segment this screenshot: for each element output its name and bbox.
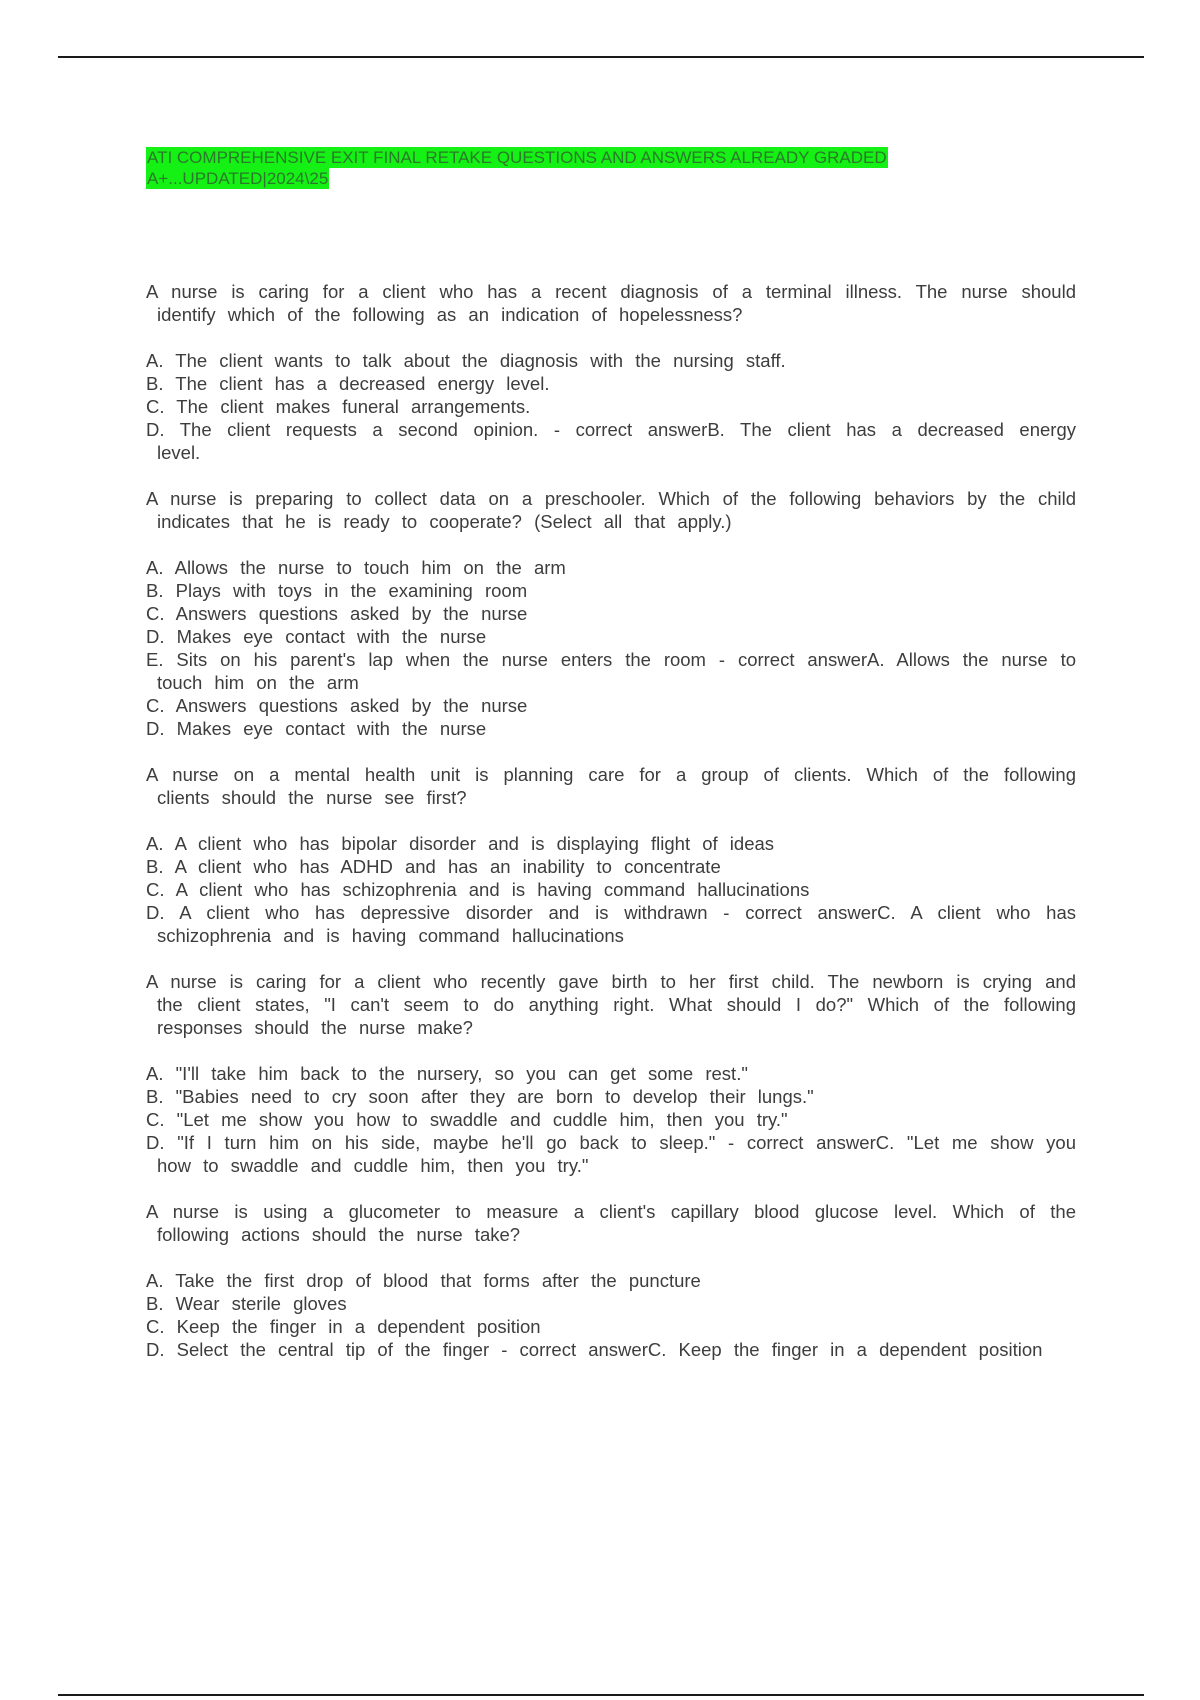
option-with-answer: E. Sits on his parent's lap when the nurse enters the room - correct answerA. Allows the nurse to touch him on the arm	[146, 649, 1076, 693]
question-list	[146, 280, 1076, 1384]
option-text: A. The client wants to talk about the diagnosis with the nursing staff.	[146, 350, 786, 371]
option-text: C. The client makes funeral arrangements.	[146, 396, 531, 417]
option-text: B. A client who has ADHD and has an inability to concentrate	[146, 856, 721, 877]
option-with-answer: D. Select the central tip of the finger - correct answerC. Keep the finger in a dependent position	[146, 1339, 1043, 1360]
option-with-answer: D. The client requests a second opinion. - correct answerB. The client has a decreased energy level.	[146, 419, 1076, 463]
option-with-answer: D. "If I turn him on his side, maybe he'll go back to sleep." - correct answerC. "Let me show you how to swaddle and cuddle him, then you try."	[146, 1132, 1076, 1176]
document-title	[146, 147, 1046, 189]
title-line-1: ATI COMPREHENSIVE EXIT FINAL RETAKE QUESTIONS AND ANSWERS ALREADY GRADED	[147, 148, 887, 167]
answer-continuation: C. Answers questions asked by the nurse	[146, 695, 528, 716]
option-with-answer: D. A client who has depressive disorder and is withdrawn - correct answerC. A client who has schizophrenia and is having command hallucinations	[146, 902, 1076, 946]
question-block-2	[146, 487, 1076, 740]
title-line-2: A+...UPDATED|2024\25	[147, 169, 329, 188]
question-block-3	[146, 763, 1076, 947]
option-text: D. Makes eye contact with the nurse	[146, 626, 487, 647]
option-text: C. "Let me show you how to swaddle and cuddle him, then you try."	[146, 1109, 788, 1130]
question-text: A nurse is caring for a client who has a recent diagnosis of a terminal illness. The nurse should identify which of the following as an indication of hopelessness?	[146, 281, 1076, 325]
option-text: C. Answers questions asked by the nurse	[146, 603, 528, 624]
option-text: B. "Babies need to cry soon after they are born to develop their lungs."	[146, 1086, 814, 1107]
question-block-5	[146, 1200, 1076, 1361]
answer-continuation: D. Makes eye contact with the nurse	[146, 718, 487, 739]
option-text: A. Allows the nurse to touch him on the arm	[146, 557, 566, 578]
option-text: C. A client who has schizophrenia and is having command hallucinations	[146, 879, 810, 900]
option-text: B. Plays with toys in the examining room	[146, 580, 528, 601]
option-text: B. Wear sterile gloves	[146, 1293, 347, 1314]
question-block-4	[146, 970, 1076, 1177]
question-text: A nurse on a mental health unit is planning care for a group of clients. Which of the following clients should the nurse see first?	[146, 764, 1076, 808]
question-block-1	[146, 280, 1076, 464]
option-text: A. A client who has bipolar disorder and is displaying flight of ideas	[146, 833, 775, 854]
option-text: C. Keep the finger in a dependent position	[146, 1316, 541, 1337]
option-text: A. Take the first drop of blood that forms after the puncture	[146, 1270, 701, 1291]
page-bottom-rule	[58, 1694, 1144, 1696]
question-text: A nurse is preparing to collect data on a preschooler. Which of the following behaviors by the child indicates that he is ready to cooperate? (Select all that apply.)	[146, 488, 1076, 532]
option-text: A. "I'll take him back to the nursery, so you can get some rest."	[146, 1063, 748, 1084]
question-text: A nurse is caring for a client who recently gave birth to her first child. The newborn is crying and the client states, "I can't seem to do anything right. What should I do?" Which of the following responses should the nurse make?	[146, 971, 1076, 1038]
page-top-rule	[58, 56, 1144, 58]
option-text: B. The client has a decreased energy level.	[146, 373, 550, 394]
question-text: A nurse is using a glucometer to measure a client's capillary blood glucose level. Which of the following actions should the nurse take?	[146, 1201, 1076, 1245]
